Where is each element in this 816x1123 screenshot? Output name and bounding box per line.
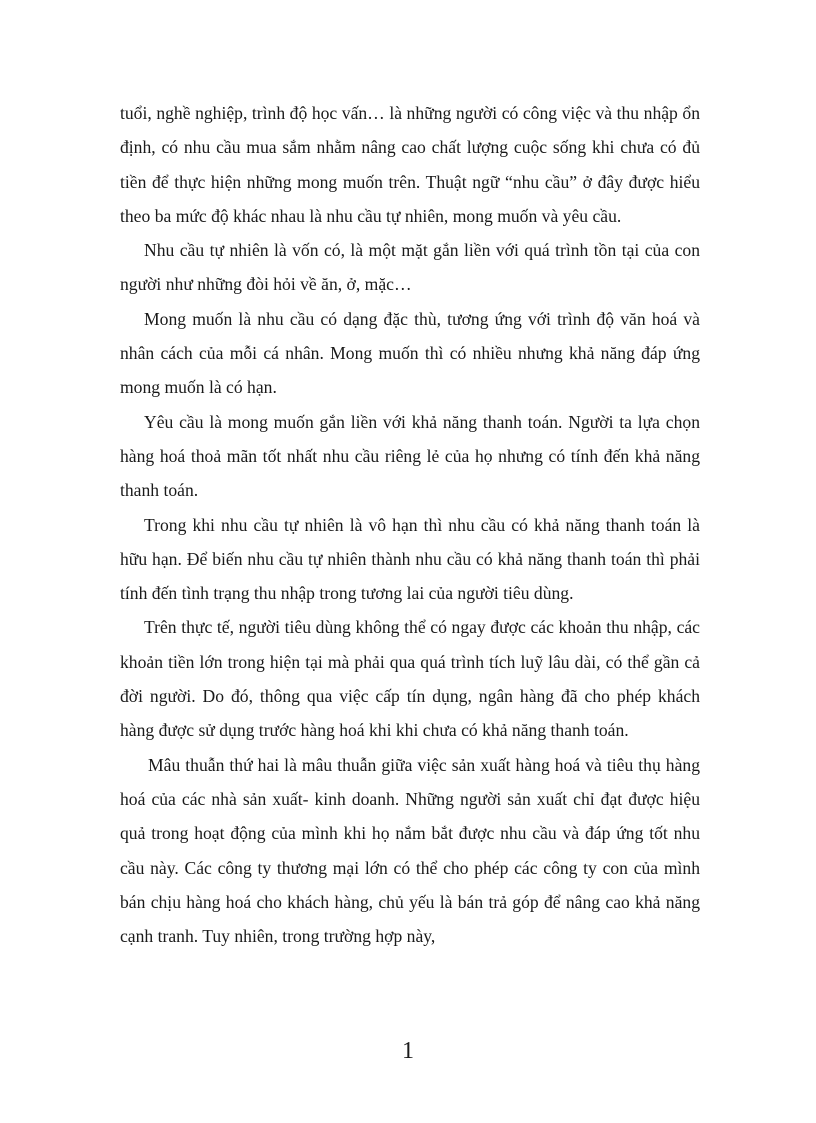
page-number: 1 bbox=[402, 1038, 414, 1064]
paragraph-natural-need: Nhu cầu tự nhiên là vốn có, là một mặt gắn liền với quá trình tồn tại của con người như những đòi hỏi về ăn, ở, mặc… bbox=[120, 240, 700, 295]
paragraph-demand: Yêu cầu là mong muốn gắn liền với khả năng thanh toán. Người ta lựa chọn hàng hoá thoả mãn tốt nhất nhu cầu riêng lẻ của họ nhưng có tính đến khả năng thanh toán. bbox=[120, 411, 700, 501]
paragraph-limited-need: Trong khi nhu cầu tự nhiên là vô hạn thì nhu cầu có khả năng thanh toán là hữu hạn. Để biến nhu cầu tự nhiên thành nhu cầu có khả năng thanh toán thì phải tính đến tình trạng thu nhập trong tương lai của người tiêu dùng. bbox=[120, 514, 700, 604]
body-text bbox=[120, 96, 700, 953]
paragraph-reality: Trên thực tế, người tiêu dùng không thể có ngay được các khoản thu nhập, các khoản tiền lớn trong hiện tại mà phải qua quá trình tích luỹ lâu dài, có thể gần cả đời người. Do đó, thông qua việc cấp tín dụng, ngân hàng đã cho phép khách hàng được sử dụng trước hàng hoá khi khi chưa có khả năng thanh toán. bbox=[120, 617, 700, 741]
paragraph-continuation: tuổi, nghề nghiệp, trình độ học vấn… là những người có công việc và thu nhập ổn định, có nhu cầu mua sắm nhằm nâng cao chất lượng cuộc sống khi chưa có đủ tiền để thực hiện những mong muốn trên. Thuật ngữ “nhu cầu” ở đây được hiểu theo ba mức độ khác nhau là nhu cầu tự nhiên, mong muốn và yêu cầu. bbox=[120, 103, 700, 226]
paragraph-second-contradiction: Mâu thuẫn thứ hai là mâu thuẫn giữa việc sản xuất hàng hoá và tiêu thụ hàng hoá của các nhà sản xuất- kinh doanh. Những người sản xuất chỉ đạt được hiệu quả trong hoạt động của mình khi họ nắm bắt được nhu cầu và đáp ứng tốt nhu cầu này. Các công ty thương mại lớn có thể cho phép các công ty con của mình bán chịu hàng hoá cho khách hàng, chủ yếu là bán trả góp để nâng cao khả năng cạnh tranh. Tuy nhiên, trong trường hợp này, bbox=[120, 754, 700, 947]
paragraph-desire: Mong muốn là nhu cầu có dạng đặc thù, tương ứng với trình độ văn hoá và nhân cách của mỗi cá nhân. Mong muốn thì có nhiều nhưng khả năng đáp ứng mong muốn là có hạn. bbox=[120, 308, 700, 398]
